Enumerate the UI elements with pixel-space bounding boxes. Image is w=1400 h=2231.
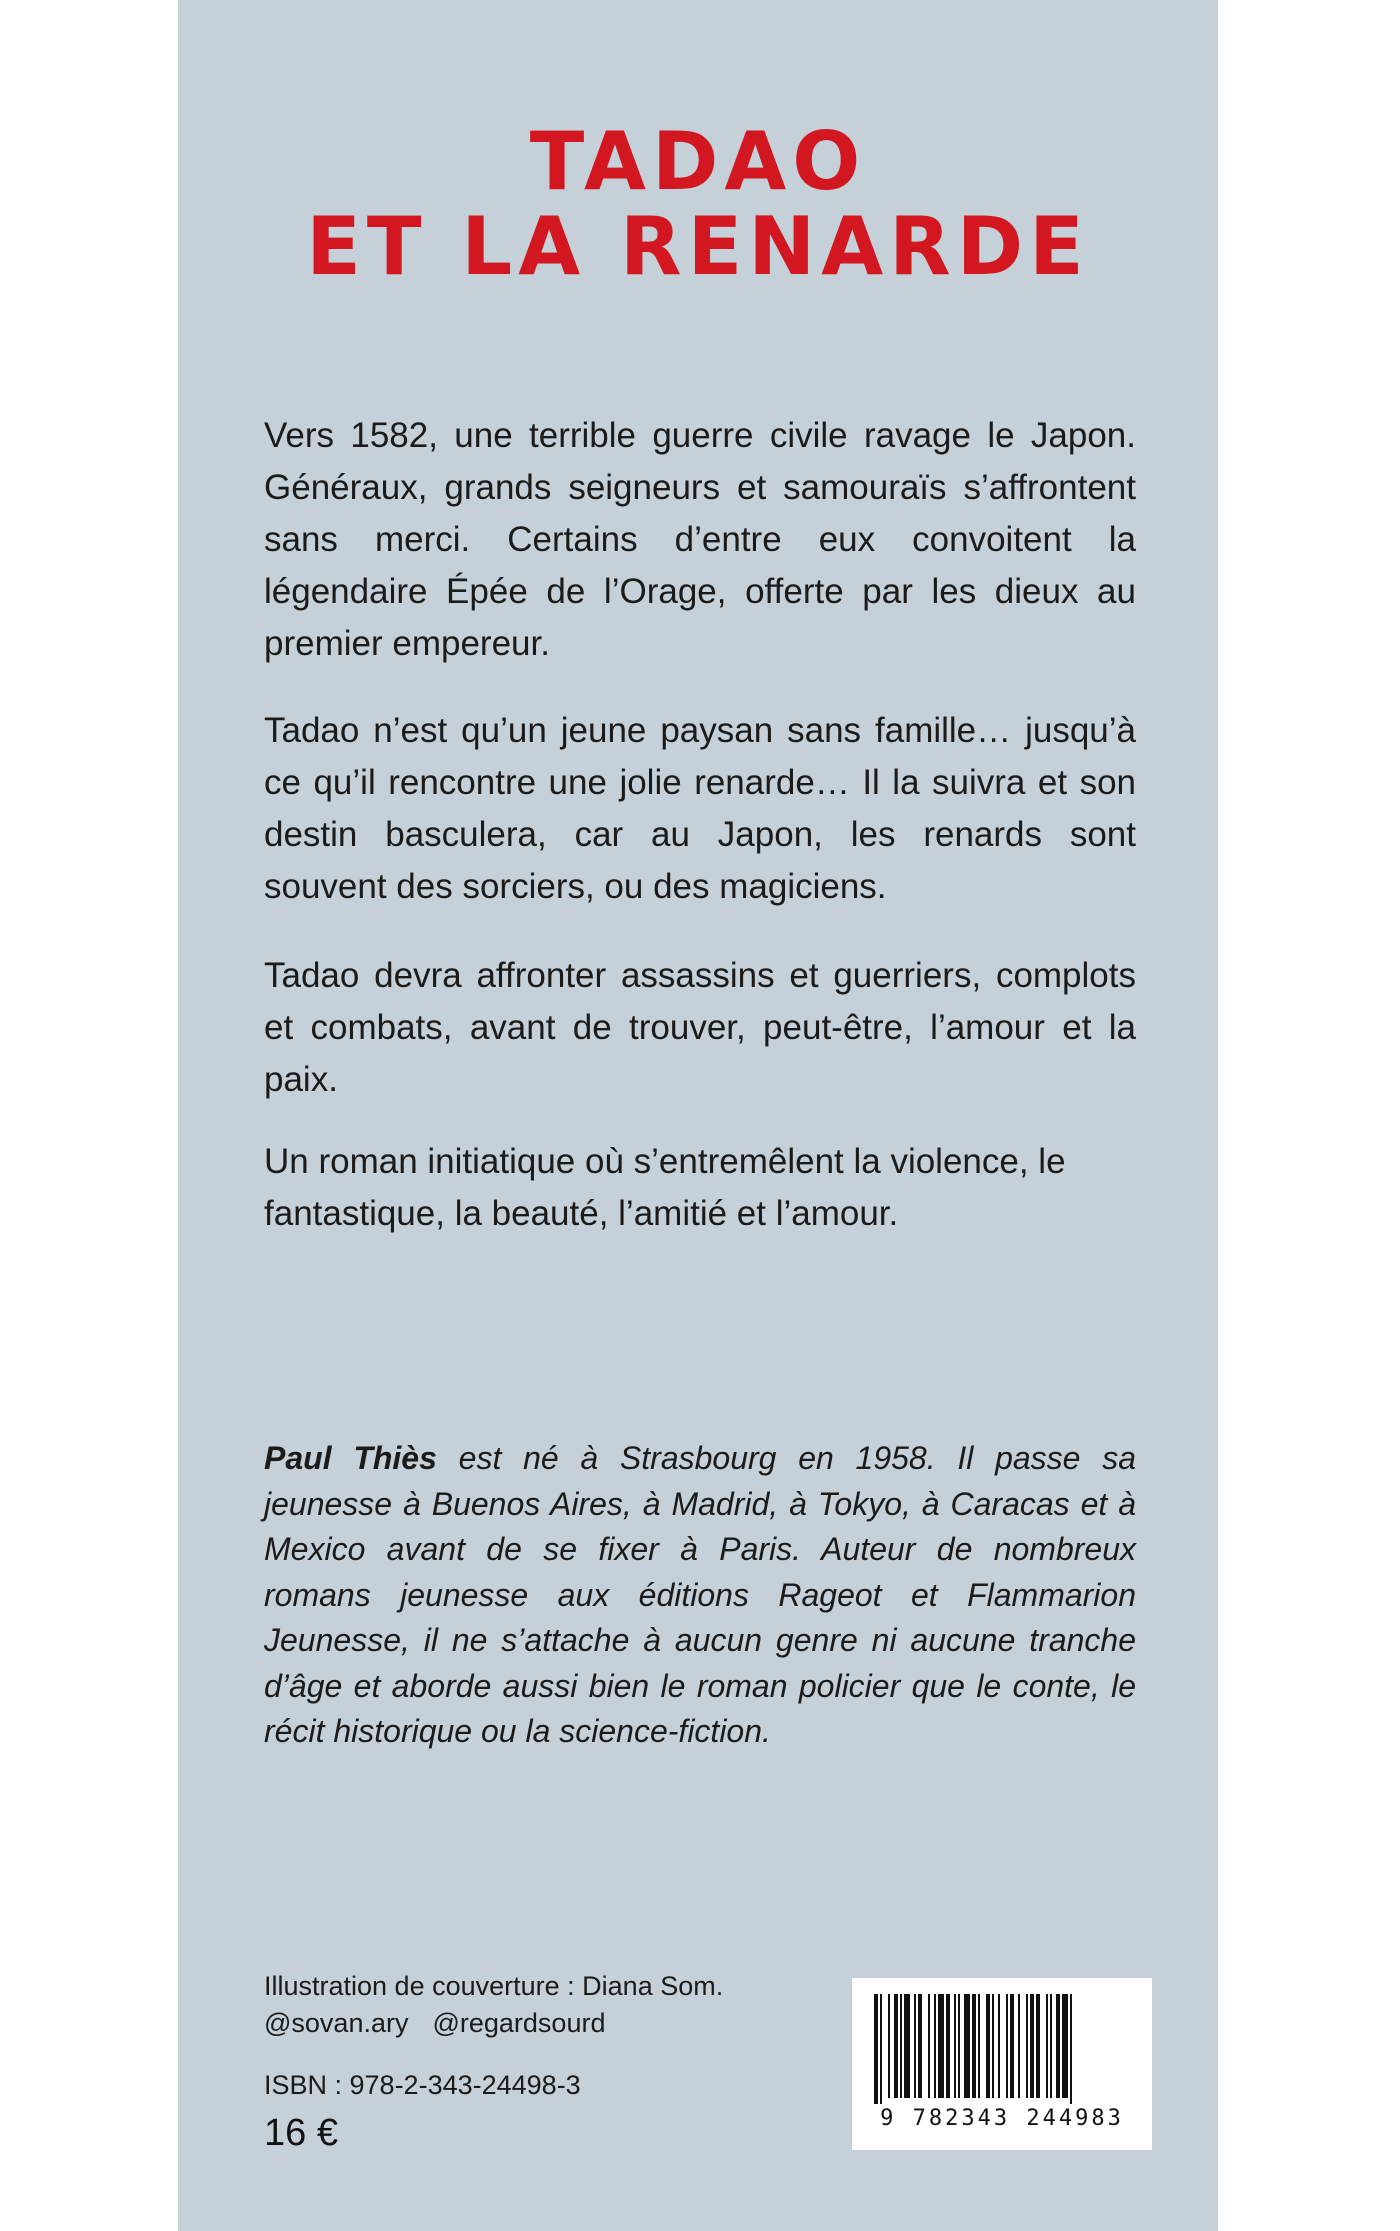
handle-regardsourd: @regardsourd bbox=[432, 2008, 606, 2038]
summary-paragraph-4: Un roman initiatique où s’entremêlent la violence, le fantastique, la beauté, l’amitié et l’amour. bbox=[264, 1142, 1066, 1233]
summary-paragraph-3: Tadao devra affronter assassins et guerriers, complots et combats, avant de trouver, peut-être, l’amour et la paix. bbox=[264, 956, 1136, 1099]
isbn-label: ISBN : 978-2-343-24498-3 bbox=[264, 2070, 581, 2100]
illustration-credit: Illustration de couverture : Diana Som. bbox=[264, 1971, 724, 2001]
author-bio bbox=[264, 1436, 1136, 1755]
author-name: Paul Thiès bbox=[264, 1440, 437, 1476]
handle-sovan: @sovan.ary bbox=[264, 2008, 409, 2038]
summary-paragraph-2: Tadao n’est qu’un jeune paysan sans famille… jusqu’à ce qu’il rencontre une jolie renarde… Il la suivra et son destin basculera, car au Japon, les renards sont souvent des sorciers, ou des magiciens. bbox=[264, 711, 1136, 906]
credit-handles bbox=[264, 2005, 723, 2042]
cover-credits bbox=[264, 1968, 723, 2042]
summary-paragraph-1: Vers 1582, une terrible guerre civile ravage le Japon. Généraux, grands seigneurs et samouraïs s’affrontent sans merci. Certains d’entre eux convoitent la légendaire Épée de l’Orage, offerte par les dieux au premier empereur. bbox=[264, 416, 1136, 663]
book-title-line-1: TADAO bbox=[529, 115, 867, 208]
back-cover bbox=[178, 0, 1218, 2231]
barcode bbox=[852, 1978, 1152, 2150]
book-title-line-2: ET LA RENARDE bbox=[306, 200, 1090, 293]
barcode-digits: 9 782343 244983 bbox=[880, 2106, 1124, 2131]
barcode-bars-icon bbox=[852, 1978, 1152, 2108]
price-label: 16 € bbox=[264, 2112, 338, 2154]
author-bio-text: est né à Strasbourg en 1958. Il passe sa jeunesse à Buenos Aires, à Madrid, à Tokyo, à Caracas et à Mexico avant de se fixer à Paris. Auteur de nombreux romans jeunesse aux éditions Rageot et Flammarion Jeunesse, il ne s’attache à aucun genre ni aucune tranche d’âge et aborde aussi bien le roman policier que le conte, le récit historique ou la science-fiction. bbox=[264, 1440, 1137, 1749]
